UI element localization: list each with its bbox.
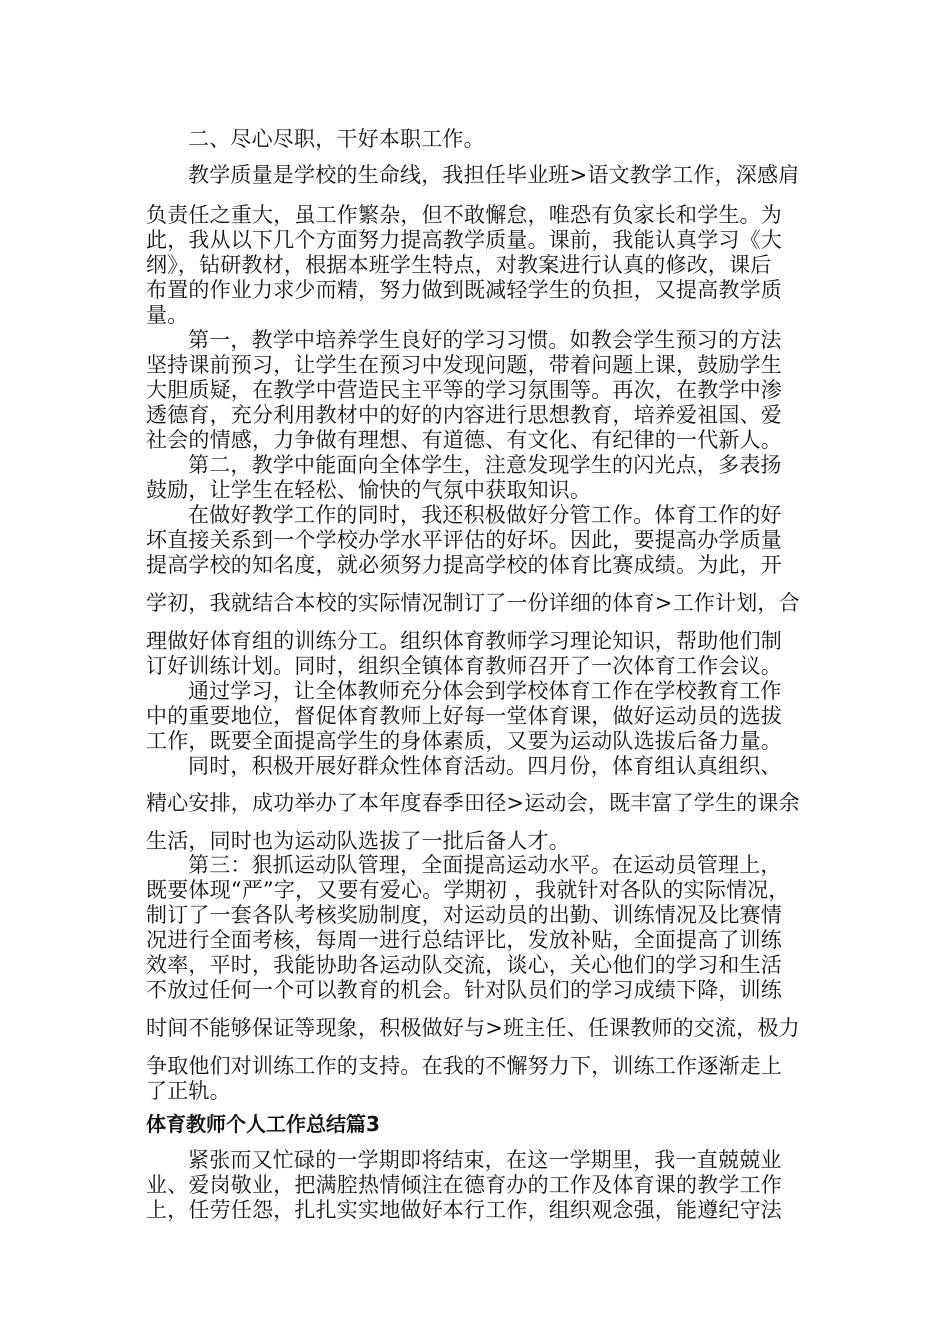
paragraph-line: 争取他们对训练工作的支持。在我的不懈努力下，训练工作逐渐走上 [146,1054,782,1078]
paragraph-line: 业、爱岗敬业，把满腔热情倾注在德育办的工作及体育课的教学工作 [146,1173,782,1197]
paragraph-line: 坏直接关系到一个学校办学水平评估的好坏。因此，要提高办学质量 [146,528,782,552]
paragraph-line: 精心安排，成功举办了本年度春季田径>运动会，既丰富了学生的课余 [146,791,800,815]
paragraph-line: 上，任劳任怨，扎扎实实地做好本行工作，组织观念强，能遵纪守法 [146,1198,782,1222]
paragraph-line: 不放过任何一个可以教育的机会。针对队员们的学习成绩下降，训练 [146,978,782,1002]
paragraph-line: 时间不能够保证等现象，积极做好与>班主任、任课教师的交流，极力 [146,1016,800,1040]
paragraph-line: 纲》，钻研教材，根据本班学生特点，对教案进行认真的修改，课后 [146,253,772,277]
paragraph-line: 鼓励，让学生在轻松、愉快的气氛中获取知识。 [146,478,592,502]
paragraph-line: 透德育，充分利用教材中的好的内容进行思想教育，培养爱祖国、爱 [146,403,782,427]
paragraph-line: 同时，积极开展好群众性体育活动。四月份，体育组认真组织、 [188,754,782,778]
paragraph-line: 了正轨。 [146,1079,231,1103]
paragraph-line: 第三：狠抓运动队管理，全面提高运动水平。在运动员管理上， [188,853,782,877]
paragraph-line: 提高学校的知名度，就必须努力提高学校的体育比赛成绩。为此，开 [146,553,782,577]
paragraph-line: 教学质量是学校的生命线，我担任毕业班>语文教学工作，深感肩 [188,163,800,187]
paragraph-line: 此，我从以下几个方面努力提高教学质量。课前，我能认真学习《大 [146,228,782,252]
paragraph-line: 理做好体育组的训练分工。组织体育教师学习理论知识，帮助他们制 [146,629,782,653]
section-heading-line: 二、尽心尽职，干好本职工作。 [188,127,485,151]
paragraph-line: 大胆质疑，在教学中营造民主平等的学习氛围等。再次，在教学中渗 [146,378,782,402]
paragraph-line: 布置的作业力求少而精，努力做到既减轻学生的负担，又提高教学质 [146,278,782,302]
paragraph-line: 通过学习，让全体教师充分体会到学校体育工作在学校教育工作 [188,679,782,703]
paragraph-line: 中的重要地位，督促体育教师上好每一堂体育课，做好运动员的选拔 [146,704,782,728]
paragraph-line: 负责任之重大，虽工作繁杂，但不敢懈怠，唯恐有负家长和学生。为 [146,203,782,227]
paragraph-line: 第一，教学中培养学生良好的学习习惯。如教会学生预习的方法 [188,328,782,352]
paragraph-line: 既要体现“严”字，又要有爱心。学期初 ，我就针对各队的实际情况， [146,878,790,902]
paragraph-line: 制订了一套各队考核奖励制度，对运动员的出勤、训练情况及比赛情 [146,903,782,927]
section-title: 体育教师个人工作总结篇3 [146,1112,380,1136]
paragraph-line: 第二，教学中能面向全体学生，注意发现学生的闪光点，多表扬 [188,453,782,477]
paragraph-line: 效率，平时，我能协助各运动队交流，谈心，关心他们的学习和生活 [146,953,782,977]
paragraph-line: 社会的情感，力争做有理想、有道德、有文化、有纪律的一代新人。 [146,428,782,452]
paragraph-line: 订好训练计划。同时，组织全镇体育教师召开了一次体育工作会议。 [146,654,782,678]
paragraph-line: 工作，既要全面提高学生的身体素质，又要为运动队选拔后备力量。 [146,729,782,753]
paragraph-line: 坚持课前预习，让学生在预习中发现问题，带着问题上课，鼓励学生 [146,353,782,377]
paragraph-line: 学初，我就结合本校的实际情况制订了一份详细的体育>工作计划，合 [146,591,800,615]
paragraph-line: 生活，同时也为运动队选拔了一批后备人才。 [146,829,570,853]
paragraph-line: 况进行全面考核，每周一进行总结评比，发放补贴，全面提高了训练 [146,928,782,952]
paragraph-line: 在做好教学工作的同时，我还积极做好分管工作。体育工作的好 [188,503,782,527]
paragraph-line: 量。 [146,303,189,327]
paragraph-line: 紧张而又忙碌的一学期即将结束，在这一学期里，我一直兢兢业 [188,1148,782,1172]
